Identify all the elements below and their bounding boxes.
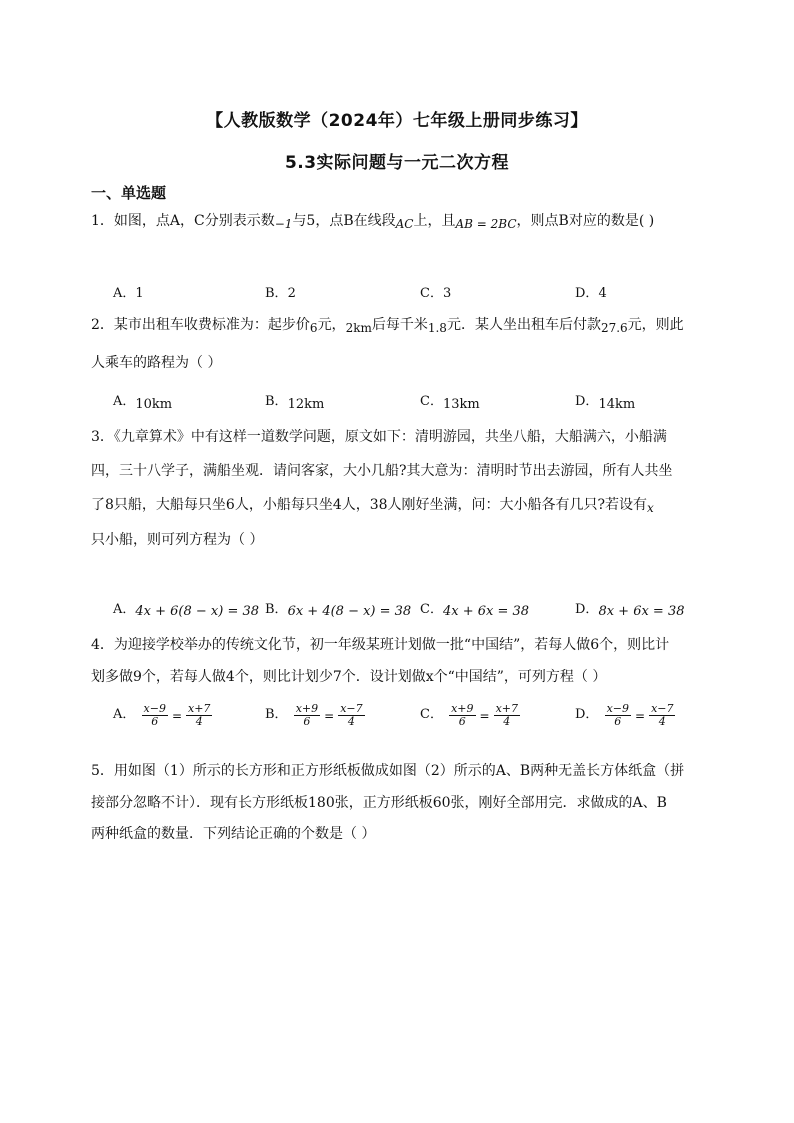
q4-option-d[interactable] xyxy=(575,703,677,728)
equals-sign: = xyxy=(479,708,490,723)
q3-option-d[interactable] xyxy=(575,598,685,617)
q2-part-4: 元．某人坐出租车后付款 xyxy=(446,317,601,333)
q2-option-a[interactable] xyxy=(113,390,173,412)
document-title: 【人教版数学（2024年）七年级上册同步练习】 xyxy=(206,111,588,131)
question-3-text-line-1: 3．《九章算术》中有这样一道数学问题，原文如下：清明游园，共坐八船，大船满六，小船满 xyxy=(91,429,667,445)
fraction-right xyxy=(338,703,364,728)
numerator: x−7 xyxy=(651,702,674,715)
fraction-left xyxy=(294,703,320,728)
option-label: C． xyxy=(420,707,443,722)
equals-sign: = xyxy=(171,708,183,723)
option-label: D． xyxy=(575,394,599,409)
question-2-text-line-2: 人乘车的路程为（ ） xyxy=(91,355,222,371)
option-text: 4x + 6x = 38 xyxy=(442,604,530,619)
option-text: 12km xyxy=(287,397,325,412)
denominator: 4 xyxy=(658,715,666,728)
document-subtitle: 5.3实际问题与一元二次方程 xyxy=(284,153,510,173)
option-label: D． xyxy=(575,707,599,722)
q4-option-a[interactable] xyxy=(113,703,214,728)
denominator: 6 xyxy=(303,715,311,728)
denominator: 4 xyxy=(195,715,203,728)
q1-part-4: ，则点B对应的数是( ) xyxy=(516,213,655,229)
question-3-text-line-2: 四，三十八学子，满船坐观．请问客家，大小几船?其大意为：清明时节出去游园，所有人共坐 xyxy=(91,463,673,479)
q3-option-c[interactable] xyxy=(420,598,529,617)
equals-sign: = xyxy=(324,708,335,723)
section-heading: 一、单选题 xyxy=(91,184,167,202)
numerator: x+9 xyxy=(451,702,474,715)
q2-part-3: 后每千米 xyxy=(371,317,428,333)
q2-option-d[interactable] xyxy=(575,390,636,412)
option-label: A． xyxy=(113,394,136,409)
q4-option-b[interactable] xyxy=(265,703,367,728)
option-label: A． xyxy=(113,602,136,617)
numerator: x+7 xyxy=(188,702,211,715)
q1-math-2: AC xyxy=(395,217,414,231)
q1-math-1: −1 xyxy=(274,217,293,231)
q2-math-3: 1.8 xyxy=(427,321,447,335)
q2-math-1: 6 xyxy=(309,321,318,335)
q1-option-d[interactable] xyxy=(575,282,607,301)
q2-option-c[interactable] xyxy=(420,390,480,412)
option-label: C． xyxy=(420,394,443,409)
option-text: 6x + 4(8 − x) = 38 xyxy=(287,604,412,619)
option-label: B． xyxy=(265,394,288,409)
q2-part-1: 2．某市出租车收费标准为：起步价 xyxy=(91,317,310,333)
option-label: A． xyxy=(113,707,136,722)
question-5-text-line-2: 接部分忽略不计）．现有长方形纸板180张，正方形纸板60张，刚好全部用完．求做成的A、B xyxy=(91,795,667,811)
question-4-text-line-1: 4．为迎接学校举办的传统文化节，初一年级某班计划做一批“中国结”，若每人做6个，则比计 xyxy=(91,637,670,653)
q3-option-b[interactable] xyxy=(265,598,411,617)
option-text: 4 xyxy=(598,286,607,301)
numerator: x−9 xyxy=(143,702,166,715)
q1-math-3: AB = 2BC xyxy=(455,217,517,231)
q4-option-c[interactable] xyxy=(420,703,522,728)
option-label: B． xyxy=(265,286,288,301)
option-text: 10km xyxy=(135,397,173,412)
option-label: A． xyxy=(113,286,136,301)
fraction-left xyxy=(605,703,631,728)
option-label: D． xyxy=(575,286,599,301)
q1-option-a[interactable] xyxy=(113,282,144,301)
q3-math-x: x xyxy=(647,501,654,515)
question-1-text xyxy=(91,210,654,230)
question-2-text xyxy=(91,314,684,334)
denominator: 4 xyxy=(347,715,355,728)
option-text: 2 xyxy=(287,286,296,301)
denominator: 4 xyxy=(503,715,511,728)
question-3-text-line-4: 只小船，则可列方程为（ ） xyxy=(91,532,264,548)
denominator: 6 xyxy=(151,715,159,728)
q3-line3-text: 了8只船，大船每只坐6人，小船每只坐4人，38人刚好坐满，问：大小船各有几只?若设有 xyxy=(91,497,648,513)
q3-option-a[interactable] xyxy=(113,598,259,617)
q1-part-1: 1．如图，点A，C分别表示数 xyxy=(91,213,275,229)
fraction-left xyxy=(142,703,168,728)
question-3-text-line-3 xyxy=(91,494,654,514)
numerator: x+9 xyxy=(295,702,319,715)
q1-option-c[interactable] xyxy=(420,282,451,301)
question-5-text-line-3: 两种纸盒的数量．下列结论正确的个数是（ ） xyxy=(91,826,376,842)
q2-option-b[interactable] xyxy=(265,390,325,412)
fraction-right xyxy=(649,703,675,728)
option-label: C． xyxy=(420,286,443,301)
equals-sign: = xyxy=(635,708,646,723)
q1-part-2: 与5，点B在线段 xyxy=(292,213,396,229)
option-text: 3 xyxy=(442,286,452,301)
q2-math-2: 2km xyxy=(345,321,372,335)
q2-part-5: 元，则此 xyxy=(627,317,684,333)
option-text: 13km xyxy=(442,397,480,412)
option-text: 14km xyxy=(598,397,636,412)
option-label: D． xyxy=(575,602,599,617)
numerator: x−9 xyxy=(606,702,629,715)
q1-part-3: 上，且 xyxy=(413,213,456,229)
denominator: 6 xyxy=(614,715,622,728)
option-text: 1 xyxy=(135,286,144,301)
option-label: C． xyxy=(420,602,443,617)
question-5-text-line-1: 5．用如图（1）所示的长方形和正方形纸板做成如图（2）所示的A、B两种无盖长方体纸盒（拼 xyxy=(91,763,685,779)
q1-option-b[interactable] xyxy=(265,282,296,301)
fraction-right xyxy=(186,703,212,728)
denominator: 6 xyxy=(458,715,466,728)
question-4-text-line-2: 划多做9个，若每人做4个，则比计划少7个．设计划做x个“中国结”，可列方程（ ） xyxy=(91,669,607,685)
numerator: x−7 xyxy=(340,702,363,715)
option-text: 4x + 6(8 − x) = 38 xyxy=(135,604,260,619)
numerator: x+7 xyxy=(495,702,518,715)
q2-math-4: 27.6 xyxy=(600,321,628,335)
q2-part-2: 元， xyxy=(317,317,346,333)
option-label: B． xyxy=(265,602,288,617)
option-label: B． xyxy=(265,707,288,722)
option-text: 8x + 6x = 38 xyxy=(598,604,685,619)
fraction-right xyxy=(494,703,520,728)
fraction-left xyxy=(449,703,475,728)
